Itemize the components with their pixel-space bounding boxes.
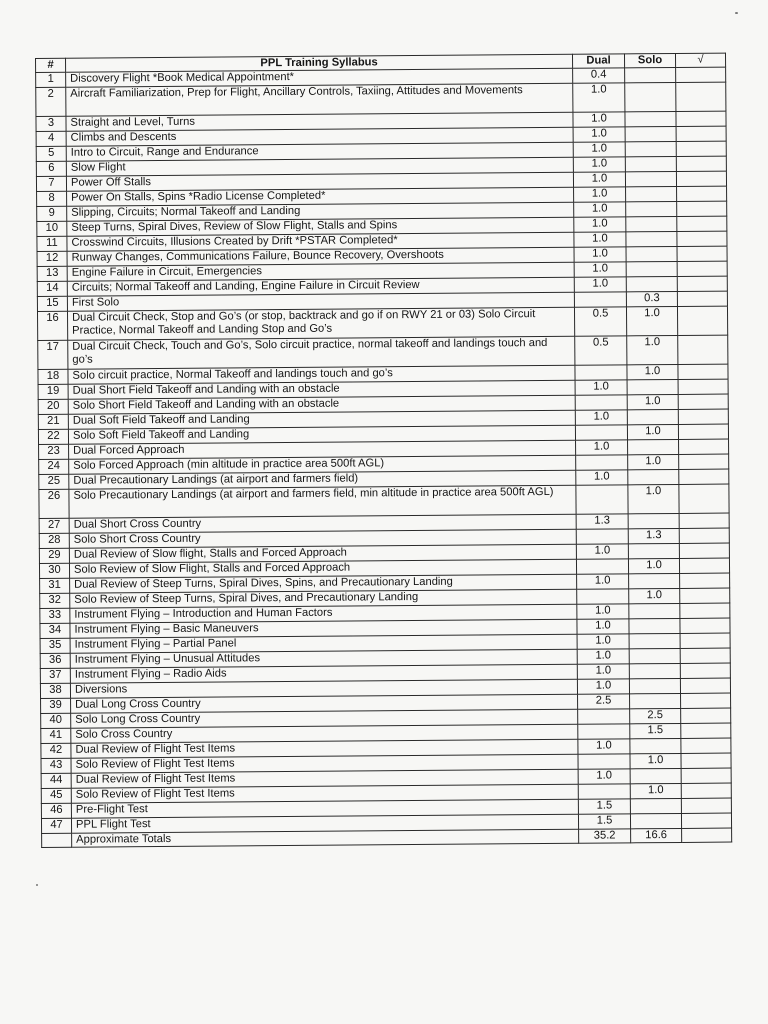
- row-topic: Dual Short Cross Country: [69, 514, 576, 533]
- row-topic: Instrument Flying – Partial Panel: [70, 634, 577, 653]
- row-dual-hours: 1.0: [573, 172, 625, 187]
- row-dual-hours: 1.0: [574, 232, 626, 247]
- row-number: 44: [41, 773, 71, 788]
- row-number: 37: [40, 668, 70, 683]
- row-dual-hours: 1.0: [578, 769, 630, 784]
- row-number: 24: [39, 459, 69, 474]
- row-number: 9: [37, 206, 67, 221]
- row-number: 33: [40, 608, 70, 623]
- row-number: 17: [38, 340, 68, 369]
- row-dual-hours: 1.0: [577, 574, 629, 589]
- row-dual-hours: 1.0: [574, 202, 626, 217]
- row-dual-hours: 1.5: [578, 814, 630, 829]
- row-dual-hours: [578, 724, 630, 739]
- row-number: 4: [36, 131, 66, 146]
- row-dual-hours: [575, 365, 627, 380]
- row-check-cell: [677, 261, 727, 276]
- row-number: 46: [41, 803, 71, 818]
- row-topic: Dual Circuit Check, Stop and Go’s (or stop, backtrack and go if on RWY 21 or 03) Solo Circuit Practice, Normal Takeoff and Landing Stop and Go’s: [67, 307, 574, 340]
- syllabus-table: [35, 53, 732, 848]
- row-dual-hours: 1.0: [577, 604, 629, 619]
- row-dual-hours: 0.5: [574, 307, 626, 336]
- row-dual-hours: [575, 425, 627, 440]
- row-dual-hours: 1.0: [574, 187, 626, 202]
- row-solo-hours: 1.0: [629, 588, 680, 603]
- row-number: 5: [36, 146, 66, 161]
- row-number: 29: [39, 548, 69, 563]
- row-topic: Solo circuit practice, Normal Takeoff and landings touch and go’s: [68, 365, 575, 384]
- row-solo-hours: [626, 216, 677, 231]
- row-check-cell: [678, 379, 728, 394]
- row-solo-hours: [627, 379, 678, 394]
- row-dual-hours: 1.0: [578, 739, 630, 754]
- row-solo-hours: 1.5: [630, 723, 681, 738]
- header-dual: Dual: [572, 54, 624, 68]
- totals-dual: 35.2: [579, 829, 631, 843]
- row-topic: Intro to Circuit, Range and Endurance: [66, 142, 573, 161]
- row-check-cell: [679, 528, 729, 543]
- row-solo-hours: [628, 439, 679, 454]
- row-number: 22: [38, 429, 68, 444]
- row-number: 41: [41, 728, 71, 743]
- row-topic: Diversions: [70, 679, 577, 698]
- row-topic: Dual Short Field Takeoff and Landing with an obstacle: [68, 380, 575, 399]
- row-check-cell: [676, 111, 726, 126]
- row-topic: Solo Precautionary Landings (at airport and farmers field, min altitude in practice area 500ft AGL): [69, 485, 576, 518]
- row-solo-hours: 0.3: [626, 291, 677, 306]
- row-dual-hours: [576, 529, 628, 544]
- row-dual-hours: 1.0: [576, 544, 628, 559]
- row-solo-hours: [625, 171, 676, 186]
- row-topic: Dual Review of Flight Test Items: [71, 739, 578, 758]
- row-check-cell: [679, 469, 729, 484]
- row-solo-hours: 1.0: [627, 364, 678, 379]
- row-topic: Circuits; Normal Takeoff and Landing, Engine Failure in Circuit Review: [67, 277, 574, 296]
- row-number: 16: [37, 311, 67, 340]
- row-topic: Pre-Flight Test: [71, 799, 578, 818]
- row-topic: Dual Review of Steep Turns, Spiral Dives, Spins, and Precautionary Landing: [70, 574, 577, 593]
- row-solo-hours: [628, 543, 679, 558]
- row-topic: Dual Review of Flight Test Items: [71, 769, 578, 788]
- row-number: 19: [38, 384, 68, 399]
- row-dual-hours: 2.5: [578, 694, 630, 709]
- row-topic: Dual Precautionary Landings (at airport and farmers field): [69, 470, 576, 489]
- row-solo-hours: 1.0: [628, 454, 679, 469]
- row-number: 32: [40, 593, 70, 608]
- row-topic: Steep Turns, Spiral Dives, Review of Slow Flight, Stalls and Spins: [67, 217, 574, 236]
- row-number: 39: [41, 698, 71, 713]
- row-dual-hours: 1.0: [577, 634, 629, 649]
- row-solo-hours: 1.0: [628, 558, 679, 573]
- row-solo-hours: [629, 648, 680, 663]
- row-dual-hours: 0.4: [573, 68, 625, 83]
- totals-blank-cell: [42, 833, 72, 847]
- row-solo-hours: [629, 573, 680, 588]
- row-number: 7: [36, 176, 66, 191]
- row-topic: Dual Circuit Check, Touch and Go’s, Solo circuit practice, normal takeoff and landings touch and go’s: [68, 336, 575, 369]
- row-number: 14: [37, 281, 67, 296]
- row-number: 28: [39, 533, 69, 548]
- row-check-cell: [681, 798, 731, 813]
- row-check-cell: [681, 693, 731, 708]
- row-check-cell: [677, 216, 727, 231]
- row-solo-hours: [625, 67, 676, 82]
- row-solo-hours: [627, 409, 678, 424]
- row-dual-hours: [575, 395, 627, 410]
- row-number: 3: [36, 116, 66, 131]
- row-solo-hours: 2.5: [630, 708, 681, 723]
- row-solo-hours: [628, 469, 679, 484]
- row-solo-hours: [630, 813, 681, 828]
- row-dual-hours: 1.0: [573, 112, 625, 127]
- row-check-cell: [680, 633, 730, 648]
- row-check-cell: [677, 276, 727, 291]
- row-check-cell: [681, 783, 731, 798]
- row-dual-hours: 1.0: [574, 277, 626, 292]
- row-solo-hours: [629, 603, 680, 618]
- header-title: PPL Training Syllabus: [66, 54, 573, 72]
- row-topic: First Solo: [67, 292, 574, 311]
- row-solo-hours: [626, 231, 677, 246]
- row-check-cell: [681, 723, 731, 738]
- row-dual-hours: 1.0: [575, 380, 627, 395]
- row-check-cell: [677, 231, 727, 246]
- row-topic: Instrument Flying – Basic Maneuvers: [70, 619, 577, 638]
- row-check-cell: [681, 708, 731, 723]
- row-topic: Straight and Level, Turns: [66, 112, 573, 131]
- row-solo-hours: [625, 126, 676, 141]
- row-solo-hours: [630, 738, 681, 753]
- row-dual-hours: [578, 754, 630, 769]
- row-solo-hours: [629, 678, 680, 693]
- row-topic: Dual Long Cross Country: [71, 694, 578, 713]
- row-topic: Solo Cross Country: [71, 724, 578, 743]
- row-number: 8: [37, 191, 67, 206]
- row-solo-hours: 1.0: [627, 424, 678, 439]
- row-check-cell: [676, 171, 726, 186]
- row-topic: Solo Forced Approach (min altitude in practice area 500ft AGL): [69, 455, 576, 474]
- row-number: 45: [41, 788, 71, 803]
- row-dual-hours: 1.0: [573, 142, 625, 157]
- row-number: 31: [40, 578, 70, 593]
- row-topic: Dual Forced Approach: [69, 440, 576, 459]
- header-solo: Solo: [624, 53, 675, 67]
- row-number: 13: [37, 266, 67, 281]
- row-number: 21: [38, 414, 68, 429]
- row-dual-hours: 1.0: [573, 83, 625, 112]
- row-solo-hours: 1.0: [627, 394, 678, 409]
- row-check-cell: [677, 291, 727, 306]
- row-check-cell: [677, 306, 727, 335]
- row-solo-hours: [626, 246, 677, 261]
- row-check-cell: [679, 558, 729, 573]
- scan-speck: [36, 884, 38, 886]
- row-check-cell: [679, 543, 729, 558]
- row-number: 47: [41, 818, 71, 833]
- row-check-cell: [681, 738, 731, 753]
- syllabus-rows: [36, 67, 732, 833]
- row-solo-hours: [625, 156, 676, 171]
- row-number: 2: [36, 87, 66, 116]
- row-check-cell: [676, 67, 726, 82]
- row-dual-hours: 1.0: [574, 247, 626, 262]
- row-solo-hours: [625, 82, 676, 111]
- row-solo-hours: 1.0: [630, 783, 681, 798]
- row-check-cell: [677, 186, 727, 201]
- header-number: #: [36, 58, 66, 72]
- row-check-cell: [676, 126, 726, 141]
- row-topic: Solo Review of Flight Test Items: [71, 784, 578, 803]
- row-topic: Power On Stalls, Spins *Radio License Completed*: [67, 187, 574, 206]
- totals-check-cell: [682, 828, 732, 842]
- row-solo-hours: 1.0: [630, 753, 681, 768]
- row-check-cell: [680, 588, 730, 603]
- row-dual-hours: 1.0: [573, 127, 625, 142]
- row-dual-hours: [578, 784, 630, 799]
- row-solo-hours: [625, 141, 676, 156]
- row-solo-hours: [626, 186, 677, 201]
- row-check-cell: [676, 82, 726, 111]
- row-check-cell: [680, 648, 730, 663]
- scan-speck: [735, 12, 738, 14]
- row-solo-hours: 1.0: [627, 335, 678, 364]
- row-dual-hours: 1.3: [576, 514, 628, 529]
- row-check-cell: [678, 424, 728, 439]
- row-solo-hours: [629, 618, 680, 633]
- row-check-cell: [680, 573, 730, 588]
- totals-solo: 16.6: [631, 828, 682, 842]
- row-dual-hours: 1.0: [577, 664, 629, 679]
- row-solo-hours: [626, 276, 677, 291]
- row-check-cell: [679, 484, 729, 513]
- row-solo-hours: 1.3: [628, 528, 679, 543]
- row-number: 34: [40, 623, 70, 638]
- row-topic: Solo Short Field Takeoff and Landing with an obstacle: [68, 395, 575, 414]
- row-solo-hours: [630, 693, 681, 708]
- row-number: 11: [37, 236, 67, 251]
- row-check-cell: [678, 394, 728, 409]
- row-number: 18: [38, 369, 68, 384]
- row-topic: Slipping, Circuits; Normal Takeoff and Landing: [67, 202, 574, 221]
- row-number: 10: [37, 221, 67, 236]
- row-topic: Solo Short Cross Country: [69, 529, 576, 548]
- row-check-cell: [680, 663, 730, 678]
- row-topic: Aircraft Familiarization, Prep for Flight, Ancillary Controls, Taxiing, Attitudes and Movements: [66, 83, 573, 116]
- row-number: 40: [41, 713, 71, 728]
- row-topic: Runway Changes, Communications Failure, Bounce Recovery, Overshoots: [67, 247, 574, 266]
- row-topic: Discovery Flight *Book Medical Appointment*: [66, 68, 573, 87]
- row-solo-hours: [626, 201, 677, 216]
- row-dual-hours: 1.0: [577, 679, 629, 694]
- row-dual-hours: 0.5: [575, 336, 627, 365]
- row-topic: Power Off Stalls: [66, 172, 573, 191]
- row-number: 42: [41, 743, 71, 758]
- row-check-cell: [678, 409, 728, 424]
- row-topic: PPL Flight Test: [71, 814, 578, 833]
- row-topic: Solo Review of Flight Test Items: [71, 754, 578, 773]
- row-check-cell: [677, 201, 727, 216]
- row-check-cell: [679, 513, 729, 528]
- row-dual-hours: [574, 292, 626, 307]
- header-checkmark: √: [675, 53, 725, 67]
- row-check-cell: [681, 753, 731, 768]
- row-number: 1: [36, 72, 66, 87]
- row-number: 27: [39, 518, 69, 533]
- row-check-cell: [680, 618, 730, 633]
- row-topic: Crosswind Circuits, Illusions Created by Drift *PSTAR Completed*: [67, 232, 574, 251]
- row-number: 23: [39, 444, 69, 459]
- row-number: 25: [39, 474, 69, 489]
- row-dual-hours: 1.5: [578, 799, 630, 814]
- row-dual-hours: 1.0: [573, 157, 625, 172]
- row-check-cell: [676, 156, 726, 171]
- row-dual-hours: 1.0: [577, 619, 629, 634]
- row-solo-hours: [629, 663, 680, 678]
- row-check-cell: [681, 768, 731, 783]
- row-solo-hours: 1.0: [628, 484, 679, 513]
- row-number: 6: [36, 161, 66, 176]
- row-topic: Dual Soft Field Takeoff and Landing: [68, 410, 575, 429]
- row-dual-hours: 1.0: [574, 262, 626, 277]
- row-check-cell: [676, 141, 726, 156]
- row-topic: Solo Soft Field Takeoff and Landing: [68, 425, 575, 444]
- row-number: 15: [37, 296, 67, 311]
- row-check-cell: [678, 335, 728, 364]
- row-dual-hours: 1.0: [576, 470, 628, 485]
- row-dual-hours: [576, 455, 628, 470]
- row-dual-hours: [576, 485, 628, 514]
- row-number: 35: [40, 638, 70, 653]
- row-dual-hours: [578, 709, 630, 724]
- row-solo-hours: [626, 261, 677, 276]
- row-number: 12: [37, 251, 67, 266]
- row-topic: Climbs and Descents: [66, 127, 573, 146]
- row-solo-hours: [630, 798, 681, 813]
- row-check-cell: [678, 364, 728, 379]
- row-number: 26: [39, 489, 69, 518]
- row-solo-hours: [629, 633, 680, 648]
- totals-label: Approximate Totals: [72, 829, 579, 847]
- row-topic: Solo Long Cross Country: [71, 709, 578, 728]
- row-topic: Dual Review of Slow flight, Stalls and Forced Approach: [69, 544, 576, 563]
- row-check-cell: [679, 439, 729, 454]
- row-check-cell: [679, 454, 729, 469]
- row-topic: Engine Failure in Circuit, Emergencies: [67, 262, 574, 281]
- row-topic: Slow Flight: [66, 157, 573, 176]
- row-dual-hours: 1.0: [575, 410, 627, 425]
- row-solo-hours: [630, 768, 681, 783]
- row-number: 20: [38, 399, 68, 414]
- row-dual-hours: [577, 589, 629, 604]
- row-check-cell: [681, 813, 731, 828]
- row-topic: Instrument Flying – Introduction and Human Factors: [70, 604, 577, 623]
- row-dual-hours: 1.0: [577, 649, 629, 664]
- row-solo-hours: [628, 513, 679, 528]
- row-number: 43: [41, 758, 71, 773]
- row-solo-hours: 1.0: [626, 306, 677, 335]
- row-dual-hours: [576, 559, 628, 574]
- row-topic: Instrument Flying – Unusual Attitudes: [70, 649, 577, 668]
- row-dual-hours: 1.0: [574, 217, 626, 232]
- row-topic: Instrument Flying – Radio Aids: [70, 664, 577, 683]
- row-topic: Solo Review of Slow Flight, Stalls and Forced Approach: [69, 559, 576, 578]
- row-number: 38: [40, 683, 70, 698]
- row-check-cell: [680, 603, 730, 618]
- row-topic: Solo Review of Steep Turns, Spiral Dives, and Precautionary Landing: [70, 589, 577, 608]
- row-dual-hours: 1.0: [576, 440, 628, 455]
- row-check-cell: [677, 246, 727, 261]
- row-number: 30: [39, 563, 69, 578]
- row-check-cell: [680, 678, 730, 693]
- row-solo-hours: [625, 111, 676, 126]
- row-number: 36: [40, 653, 70, 668]
